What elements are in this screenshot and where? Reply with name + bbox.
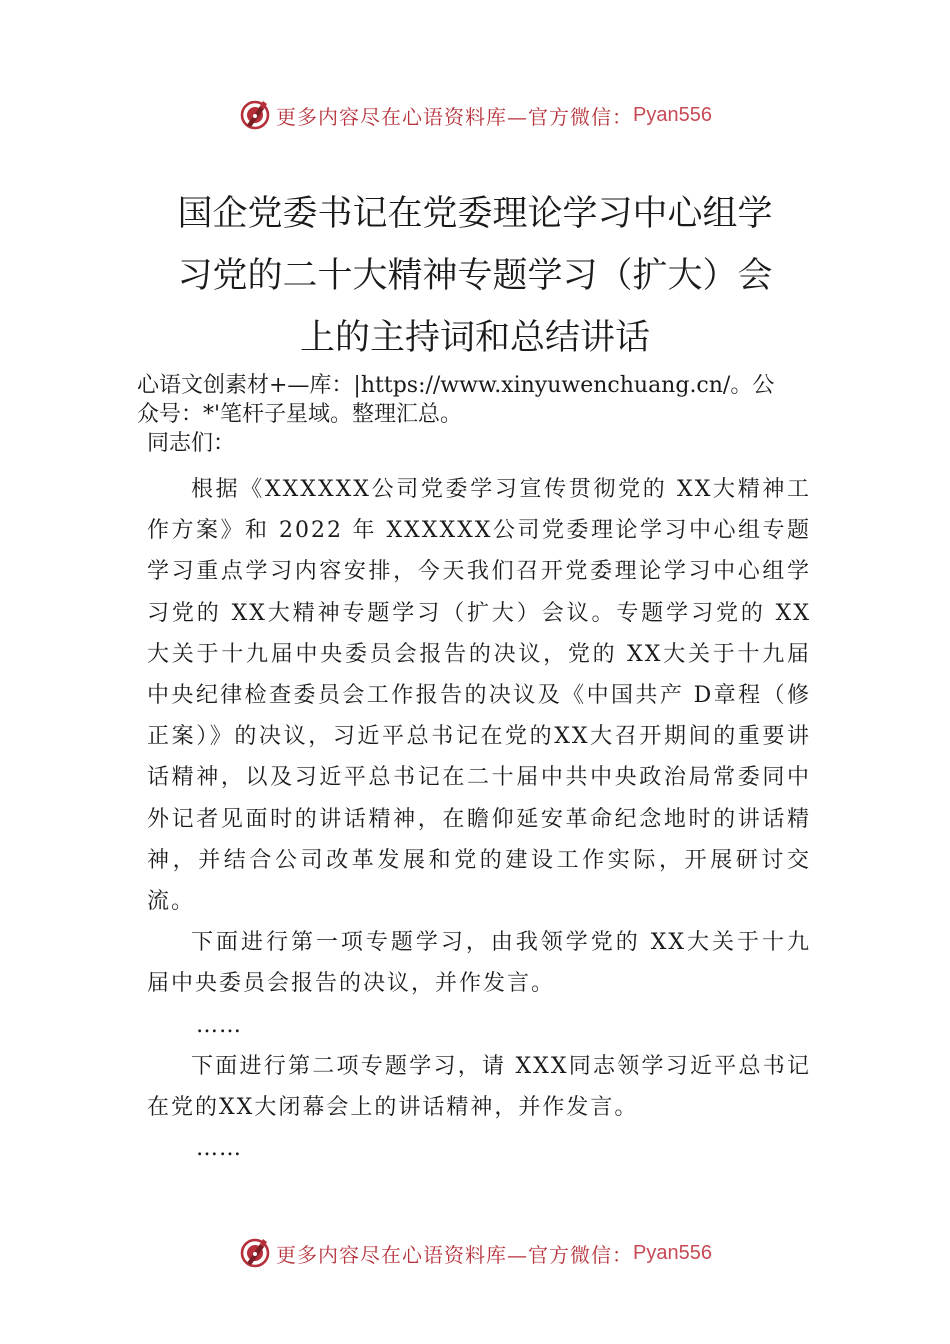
body-paragraph: 根据《XXXXXX公司党委学习宣传贯彻党的 XX大精神工作方案》和 2022 年 XXXXXX公司党委理论学习中心组专题学习重点学习内容安排，今天我们召开党委理论学习中心组学习党的 XX大精神专题学习（扩大）会议。专题学习党的 XX大关于十九届中央委员会报告的决议，党的 XX大关于十九届中央纪律检查委员会工作报告的决议及《中国共产 D章程（修正案）》的决议，习近平总书记在党的XX大召开期间的重要讲话精神，以及习近平总书记在二十届中共中央政治局常委同中外记者见面时的讲话精神，在瞻仰延安革命纪念地时的讲话精神，并结合公司改革发展和党的建设工作实际，开展研讨交流。 <box>147 477 811 915</box>
title-line: 习党的二十大精神专题学习（扩大）会 <box>177 256 773 296</box>
ellipsis: …… <box>196 1012 242 1038</box>
footer-banner <box>0 1233 950 1273</box>
source-line: 心语文创素材+—库：|https://www.xinyuwenchuang.cn/。公 <box>137 373 775 398</box>
source-line: 众号：*'笔杆子星域。整理汇总。 <box>137 402 463 427</box>
document-title <box>120 183 830 369</box>
banner-text: 更多内容尽在心语资料库—官方微信： <box>276 104 634 129</box>
salutation: 同志们： <box>147 431 236 456</box>
fountain-pen-logo-icon <box>238 98 272 132</box>
body-paragraph: 下面进行第一项专题学习，由我领学党的 XX大关于十九届中央委员会报告的决议，并作发言。 <box>147 930 811 997</box>
wechat-handle: Pyan556 <box>633 103 712 126</box>
header-banner <box>0 95 950 135</box>
body-paragraph: 下面进行第二项专题学习，请 XXX同志领学习近平总书记在党的XX大闭幕会上的讲话精神，并作发言。 <box>147 1053 811 1121</box>
title-line: 上的主持词和总结讲话 <box>299 318 650 358</box>
wechat-handle: Pyan556 <box>633 1241 712 1264</box>
ellipsis: …… <box>196 1136 242 1162</box>
fountain-pen-logo-icon <box>238 1236 272 1270</box>
document-body <box>147 469 811 1169</box>
title-line: 国企党委书记在党委理论学习中心组学 <box>177 194 773 234</box>
source-note <box>137 371 837 429</box>
banner-text: 更多内容尽在心语资料库—官方微信： <box>276 1242 634 1267</box>
